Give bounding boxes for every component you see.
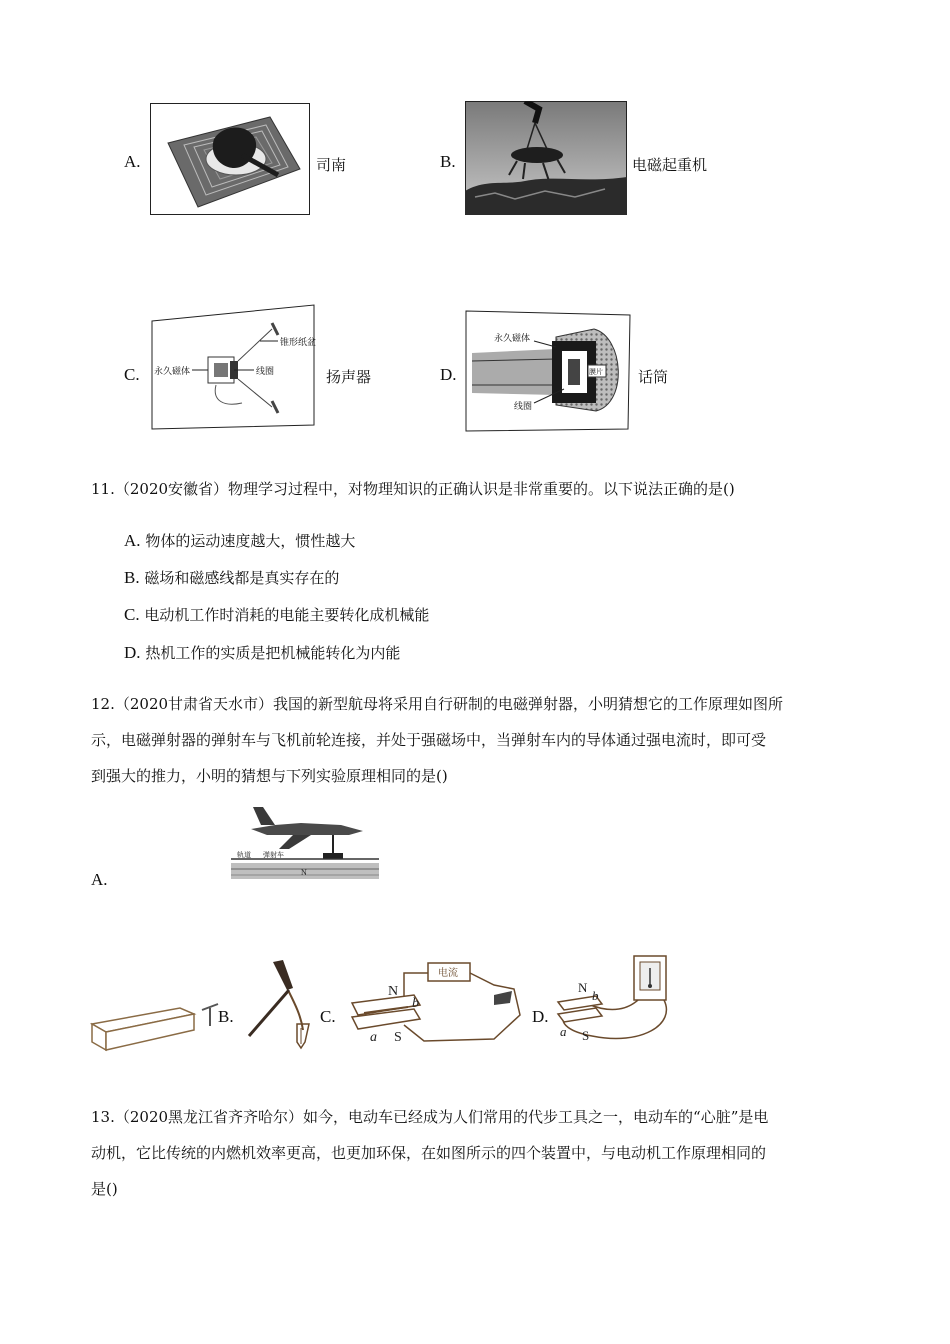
- q12-option-a-letter[interactable]: A.: [91, 870, 108, 889]
- q12-figure-meter-label: 电流: [438, 968, 458, 979]
- q12-figure-c-b-label: b: [412, 996, 419, 1011]
- question-11: [91, 471, 735, 507]
- q11-option-b-letter: B.: [124, 568, 140, 587]
- question-12-line1: 我国的新型航母将采用自行研制的电磁弹射器，小明猜想它的工作原理如图所: [273, 695, 784, 713]
- q10-option-a-caption: 司南: [316, 156, 347, 174]
- q12-figure-d-south-label: S: [582, 1028, 590, 1043]
- q11-option-a-text: 物体的运动速度越大，惯性越大: [145, 532, 356, 550]
- q12-figure-d-galvanometer: [552, 952, 678, 1048]
- q10-option-b-caption: 电磁起重机: [632, 156, 708, 174]
- q10-figure-a-compass: [150, 103, 310, 215]
- q12-option-c-letter[interactable]: C.: [320, 1007, 336, 1026]
- q12-option-b-letter[interactable]: B.: [218, 1007, 234, 1026]
- q11-option-c-text: 电动机工作时消耗的电能主要转化成机械能: [144, 606, 430, 624]
- question-13-line3: 是(): [91, 1180, 118, 1198]
- q11-option-c-letter: C.: [124, 605, 140, 624]
- q12-figure-d-b-label: b: [592, 988, 599, 1003]
- q11-option-a[interactable]: [124, 530, 355, 551]
- q11-option-d[interactable]: [124, 642, 400, 663]
- q11-option-b-text: 磁场和磁感线都是真实存在的: [144, 569, 340, 587]
- q10-option-a-letter[interactable]: A.: [124, 152, 141, 171]
- q11-option-c[interactable]: [124, 604, 429, 625]
- q10-figure-c-cone-label: 锥形纸盆: [280, 338, 316, 348]
- question-12-source: （2020甘肃省天水市）: [114, 695, 274, 713]
- q12-figure-north-label: N: [301, 868, 307, 877]
- q11-option-b[interactable]: [124, 567, 339, 588]
- q10-figure-c-magnet-label: 永久磁体: [154, 367, 191, 377]
- q12-figure-c-circuit: [344, 955, 526, 1047]
- q11-option-d-text: 热机工作的实质是把机械能转化为内能: [145, 644, 401, 662]
- question-13-line2: 动机，它比传统的内燃机效率更高，也更加环保，在如图所示的四个装置中，与电动机工作原理相同的: [91, 1144, 767, 1162]
- q12-figure-b-bar-magnet: [90, 1000, 220, 1052]
- q10-figure-d-microphone: [464, 307, 632, 433]
- q12-figure-d-a-label: a: [560, 1024, 567, 1039]
- question-13-number: 13.: [91, 1108, 115, 1126]
- question-11-source: （2020安徽省）: [114, 480, 229, 498]
- q11-option-d-letter: D.: [124, 643, 141, 662]
- q12-figure-d-north-label: N: [578, 980, 588, 995]
- q10-figure-c-speaker: [150, 303, 316, 431]
- q10-option-c-caption: 扬声器: [326, 368, 372, 386]
- question-12-line3: 到强大的推力，小明的猜想与下列实验原理相同的是(): [91, 767, 448, 785]
- q10-figure-d-coil-label: 线圈: [514, 402, 533, 412]
- q12-figure-catapult: [231, 803, 379, 881]
- q12-figure-track-label: 轨道: [237, 851, 251, 859]
- q10-figure-c-coil-label: 线圈: [256, 367, 275, 377]
- q12-figure-c-a-label: a: [370, 1030, 377, 1045]
- question-13-line1: 如今，电动车已经成为人们常用的代步工具之一，电动车的“心脏”是电: [303, 1108, 769, 1126]
- q12-figure-c-north-label: N: [388, 984, 399, 999]
- question-13: [91, 1099, 866, 1207]
- question-12-line2: 示，电磁弹射器的弹射车与飞机前轮连接，并处于强磁场中，当弹射车内的导体通过强电流时，即可受: [91, 731, 767, 749]
- q12-figure-cart-label: 弹射车: [263, 851, 284, 859]
- q10-option-c-letter[interactable]: C.: [124, 365, 140, 384]
- question-12-number: 12.: [91, 695, 115, 713]
- question-11-text: 物理学习过程中，对物理知识的正确认识是非常重要的。以下说法正确的是(): [228, 480, 735, 498]
- q10-option-d-letter[interactable]: D.: [440, 365, 457, 384]
- q10-option-d-caption: 话筒: [638, 368, 669, 386]
- q10-option-b-letter[interactable]: B.: [440, 152, 456, 171]
- q12-figure-c-south-label: S: [394, 1030, 402, 1045]
- q12-figure-c-nail: [243, 958, 317, 1050]
- question-13-source: （2020黑龙江省齐齐哈尔）: [114, 1108, 304, 1126]
- q10-figure-d-membrane-label: 膜片: [589, 368, 603, 376]
- question-11-number: 11.: [91, 480, 115, 498]
- q12-option-d-letter[interactable]: D.: [532, 1007, 549, 1026]
- question-12: [91, 686, 866, 794]
- q10-figure-b-crane: [465, 101, 627, 215]
- q11-option-a-letter: A.: [124, 531, 141, 550]
- q10-figure-d-magnet-label: 永久磁体: [494, 334, 531, 344]
